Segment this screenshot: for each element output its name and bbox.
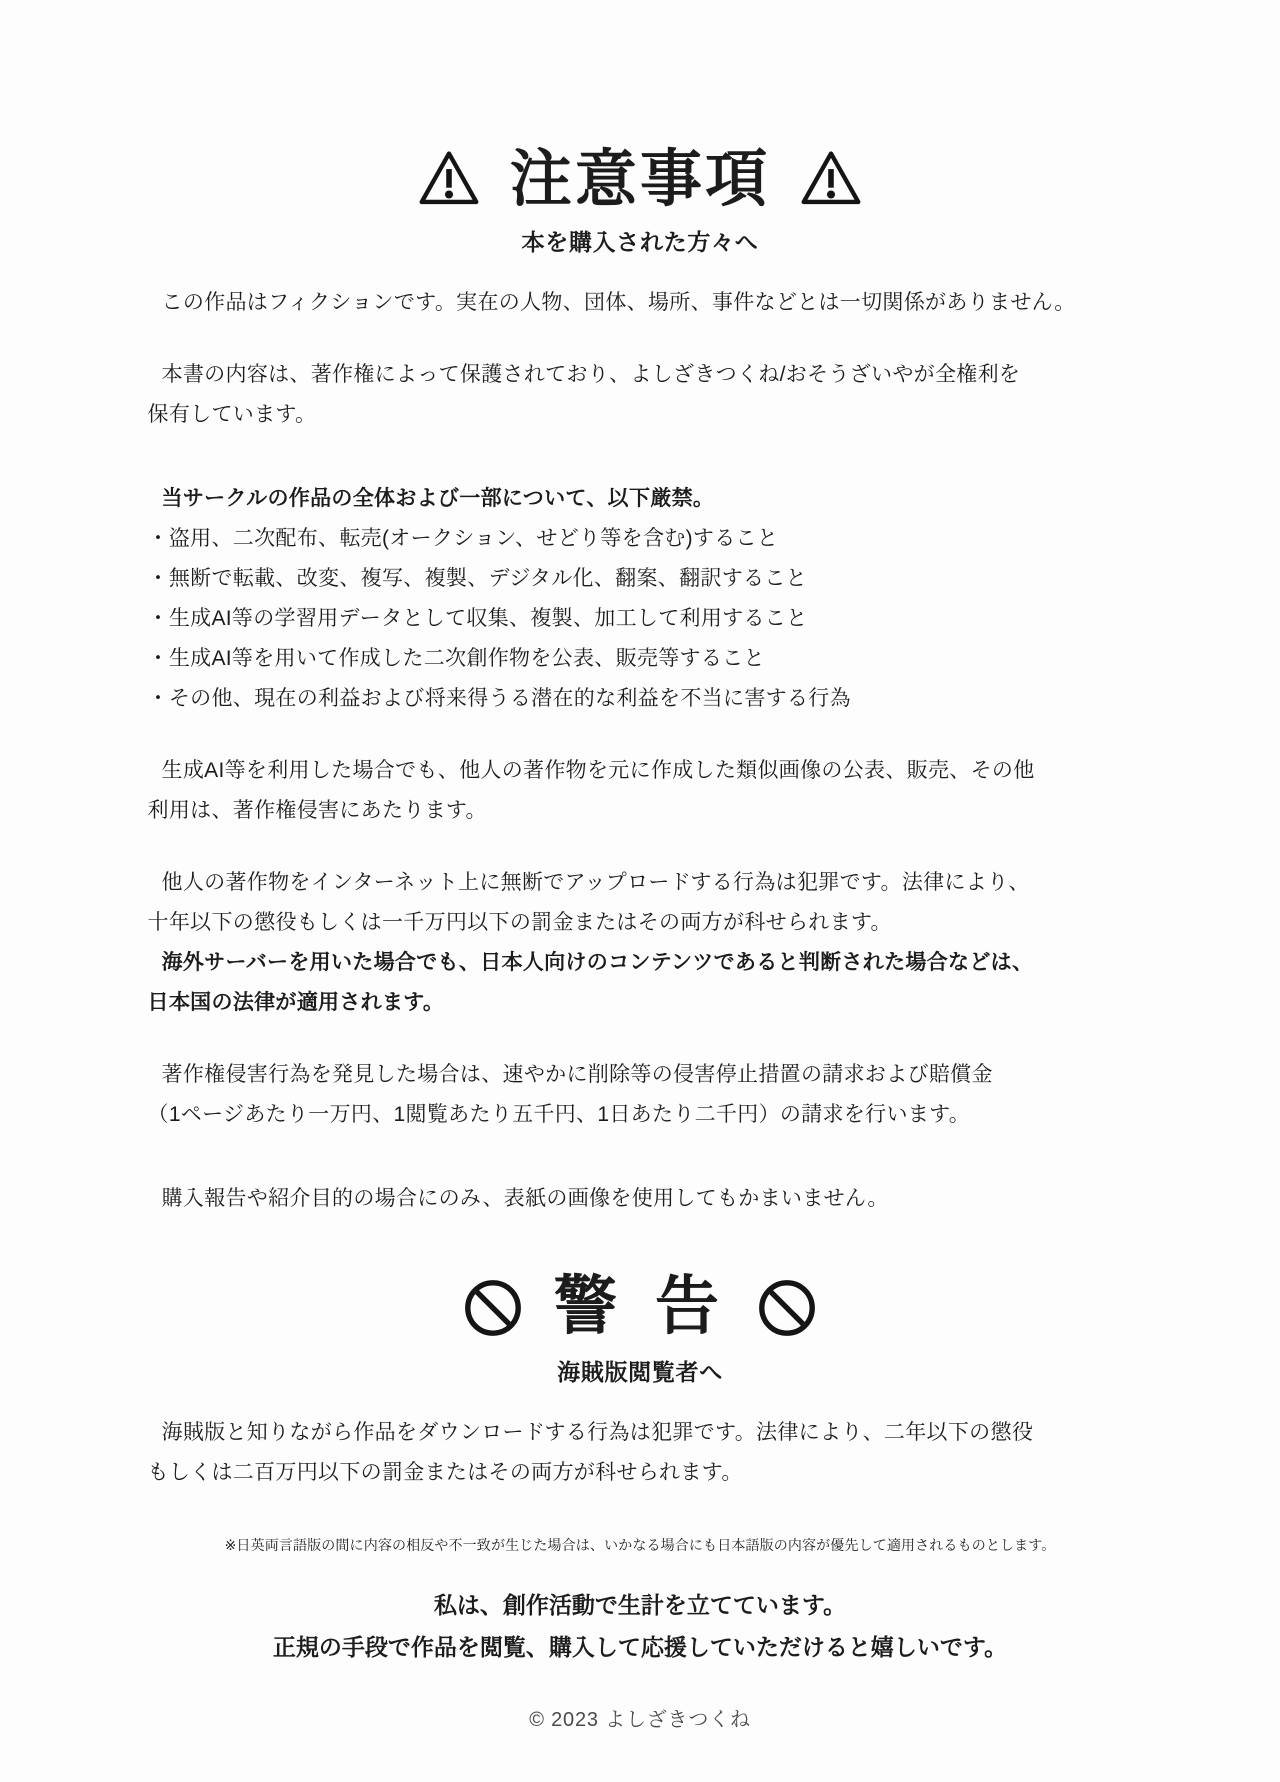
notice-title: 注意事項 (509, 142, 771, 215)
paragraph-upload (148, 863, 1133, 1023)
paragraph-line: 利用は、著作権侵害にあたります。 (147, 799, 487, 823)
notice-subtitle: 本を購入された方々へ (521, 229, 759, 257)
paragraph-ai-use (148, 751, 1133, 831)
prohibited-heading: 当サークルの作品の全体および一部について、以下厳禁。 (161, 487, 715, 511)
warning-title: 警 告 (553, 1269, 727, 1345)
paragraph-line: 著作権侵害行為を発見した場合は、速やかに削除等の侵害停止措置の請求および賠償金 (161, 1063, 993, 1087)
prohibited-item: ・無断で転載、改変、複写、複製、デジタル化、翻案、翻訳すること (147, 567, 808, 591)
closing-line: 私は、創作活動で生計を立てています。 (433, 1592, 847, 1620)
prohibited-item: ・その他、現在の利益および将来得うる潜在的な利益を不当に害する行為 (147, 687, 851, 711)
paragraph-line-bold: 日本国の法律が適用されます。 (147, 991, 445, 1015)
prohibition-icon (463, 1278, 523, 1338)
warning-icon (418, 148, 480, 210)
paragraph-line: 海賊版と知りながら作品をダウンロードする行為は犯罪です。法律により、二年以下の懲役 (161, 1421, 1034, 1445)
paragraph-pirate (148, 1413, 1133, 1493)
closing-line: 正規の手段で作品を閲覧、購入して応援していただけると嬉しいです。 (272, 1634, 1008, 1662)
prohibition-icon (757, 1278, 817, 1338)
prohibited-item: ・生成AI等を用いて作成した二次創作物を公表、販売等すること (147, 647, 765, 671)
paragraph-line: 保有しています。 (147, 403, 317, 427)
paragraph-line-bold: 海外サーバーを用いた場合でも、日本人向けのコンテンツであると判断された場合などは、 (161, 951, 1034, 975)
paragraph-line: （1ページあたり一万円、1閲覧あたり五千円、1日あたり二千円）の請求を行います。 (147, 1103, 971, 1127)
paragraph-line: もしくは二百万円以下の罰金またはその両方が科せられます。 (147, 1461, 743, 1485)
paragraph-line: 本書の内容は、著作権によって保護されており、よしざきつくね/おそうざいやが全権利を (161, 363, 1021, 387)
notice-page (148, 0, 1133, 1732)
paragraph-line: 生成AI等を利用した場合でも、他人の著作物を元に作成した類似画像の公表、販売、その他 (161, 759, 1035, 783)
notice-title-row (148, 142, 1133, 216)
closing-message (148, 1585, 1133, 1669)
warning-section (148, 1269, 1133, 1493)
prohibited-item: ・生成AI等の学習用データとして収集、複製、加工して利用すること (147, 607, 808, 631)
paragraph-fiction (148, 283, 1133, 323)
paragraph-line: この作品はフィクションです。実在の人物、団体、場所、事件などとは一切関係がありません。 (161, 291, 1076, 315)
fine-print: ※日英両言語版の間に内容の相反や不一致が生じた場合は、いかなる場合にも日本語版の内容が優先して適用されるものとします。 (224, 1537, 1056, 1554)
paragraph-line: 十年以下の懲役もしくは一千万円以下の罰金またはその両方が科せられます。 (147, 911, 892, 935)
prohibited-section (148, 479, 1133, 719)
warning-icon (800, 148, 862, 210)
paragraph-cover-use (148, 1179, 1133, 1219)
warning-title-row (148, 1269, 1133, 1346)
warning-subtitle: 海賊版閲覧者へ (557, 1359, 723, 1387)
prohibited-item: ・盗用、二次配布、転売(オークション、せどり等を含む)すること (147, 527, 779, 551)
paragraph-line: 購入報告や紹介目的の場合にのみ、表紙の画像を使用してもかまいません。 (161, 1187, 889, 1211)
copyright-line: © 2023 よしざきつくね (529, 1709, 751, 1732)
paragraph-claim (148, 1055, 1133, 1135)
paragraph-rights (148, 355, 1133, 435)
paragraph-line: 他人の著作物をインターネット上に無断でアップロードする行為は犯罪です。法律により、 (161, 871, 1030, 895)
